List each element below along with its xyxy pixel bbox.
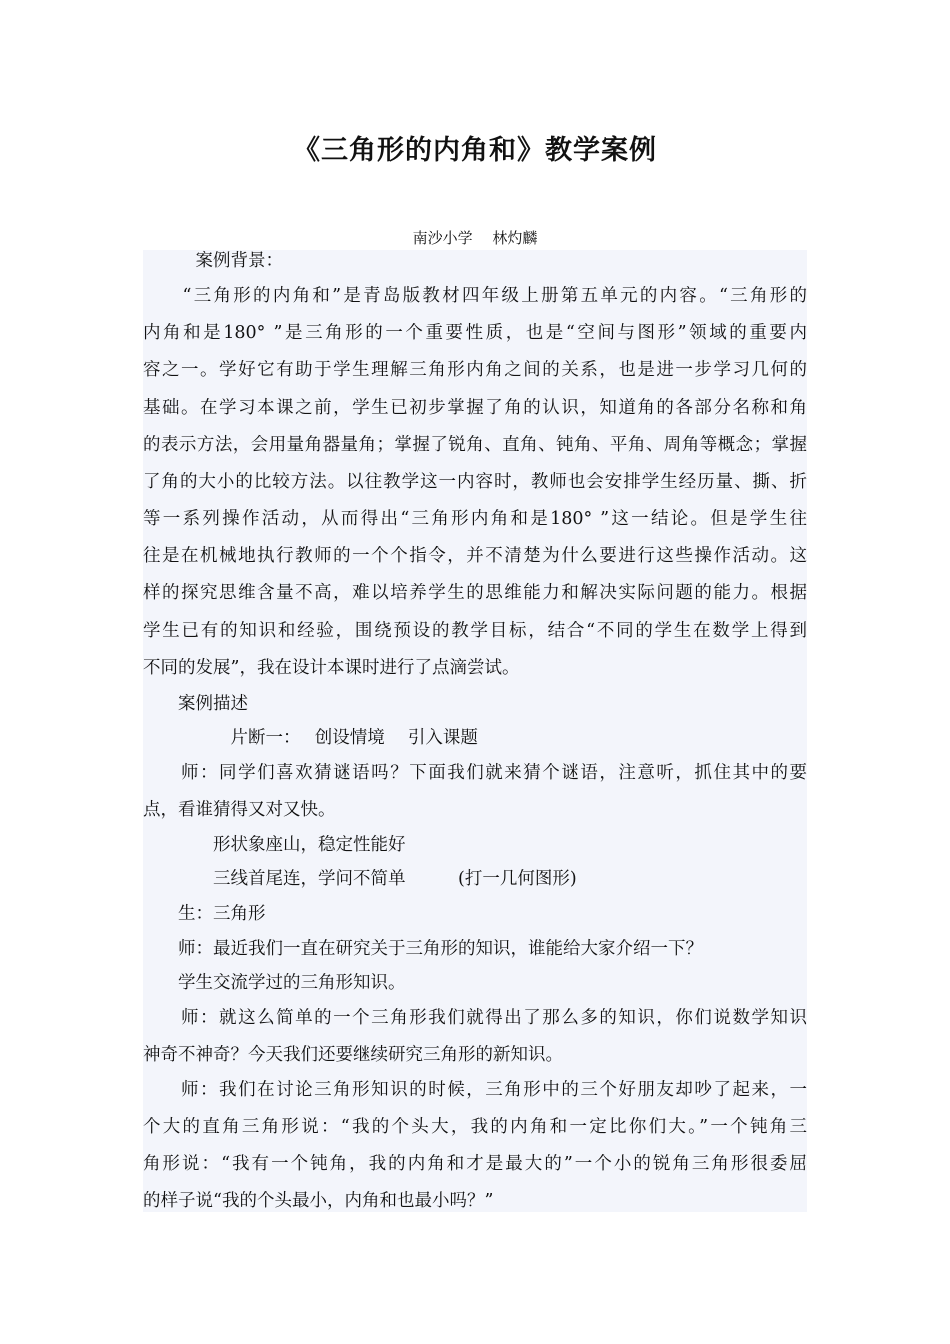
text-line: 师：就这么简单的一个三角形我们就得出了那么多的知识，你们说数学知识 [143,1008,807,1028]
text-line: 容之一。学好它有助于学生理解三角形内角之间的关系，也是进一步学习几何的 [143,360,807,380]
text-line: 了角的大小的比较方法。以往教学这一内容时，教师也会安排学生经历量、撕、折 [143,472,807,492]
text-line: 的表示方法，会用量角器量角；掌握了锐角、直角、钝角、平角、周角等概念；掌握 [143,435,807,455]
text-line: 往是在机械地执行教师的一个个指令，并不清楚为什么要进行这些操作活动。这 [143,546,807,566]
text-line: 个大的直角三角形说：“我的个头大，我的内角和一定比你们大。”一个钝角三 [143,1117,807,1137]
text-line: 不同的发展”，我在设计本课时进行了点滴尝试。 [143,658,520,678]
text-line: 点，看谁猜得又对又快。 [143,800,336,820]
text-line: 学生已有的知识和经验，围绕预设的教学目标，结合“不同的学生在数学上得到 [143,621,807,641]
document-title: 《三角形的内角和》教学案例 [293,135,657,166]
text-line: 师：我们在讨论三角形知识的时候，三角形中的三个好朋友却吵了起来，一 [143,1080,807,1100]
text-line: 生：三角形 [143,904,266,924]
segment-heading: 片断一： 创设情境 引入课题 [143,728,478,748]
riddle-line: 形状象座山，稳定性能好 [143,835,406,855]
riddle-line: 三线首尾连，学问不简单 (打一几何图形) [143,869,577,889]
document-body [143,250,807,1212]
text-line: 的样子说“我的个头最小，内角和也最小吗？” [143,1191,494,1211]
text-line: 样的探究思维含量不高，难以培养学生的思维能力和解决实际问题的能力。根据 [143,583,807,603]
text-line: 基础。在学习本课之前，学生已初步掌握了角的认识，知道角的各部分名称和角 [143,398,807,418]
text-line: 等一系列操作活动，从而得出“三角形内角和是180° ”这一结论。但是学生往 [143,509,807,529]
text-line: 案例背景： [143,251,283,271]
text-line: 角形说：“我有一个钝角，我的内角和才是最大的”一个小的锐角三角形很委屈 [143,1154,807,1174]
text-line: 师：同学们喜欢猜谜语吗？下面我们就来猜个谜语，注意听，抓住其中的要 [143,763,807,783]
text-line: 学生交流学过的三角形知识。 [143,973,406,993]
author-line: 南沙小学 林灼麟 [412,229,538,247]
section-heading: 案例描述 [143,694,248,714]
text-line: 师：最近我们一直在研究关于三角形的知识，谁能给大家介绍一下？ [143,939,703,959]
text-line: 内角和是180° ”是三角形的一个重要性质，也是“空间与图形”领域的重要内 [143,323,807,343]
text-line: 神奇不神奇？今天我们还要继续研究三角形的新知识。 [143,1045,563,1065]
text-line: “三角形的内角和”是青岛版教材四年级上册第五单元的内容。“三角形的 [143,286,807,306]
